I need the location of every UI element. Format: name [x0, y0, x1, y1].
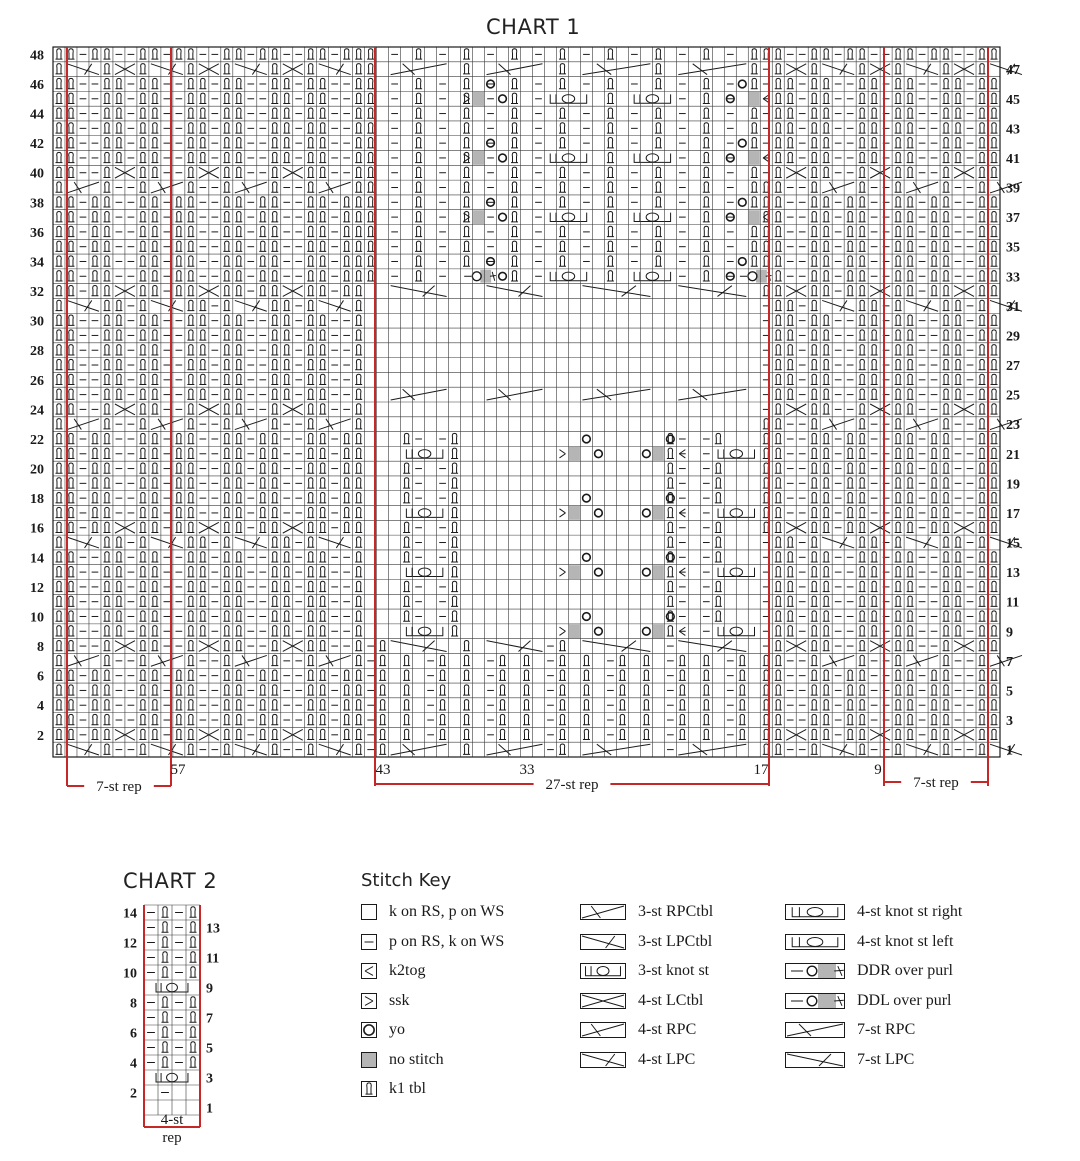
row-number-left: 18 [30, 492, 44, 508]
key-item-label: k on RS, p on WS [389, 903, 505, 920]
ddl-over-purl-icon [785, 993, 845, 1009]
key-item-label: ssk [389, 991, 410, 1009]
key-item-label: 4-st RPC [638, 1021, 697, 1038]
key-item-4-st-knot-right [785, 902, 962, 922]
chart2-row-number-left: 14 [123, 906, 137, 922]
key-item-yo [361, 1020, 405, 1040]
repeat-label-right: 7-st rep [913, 775, 959, 791]
row-number-right: 11 [1006, 595, 1020, 611]
key-item-label: yo [389, 1021, 405, 1038]
3-st-lpctbl-icon [580, 934, 626, 950]
row-number-right: 7 [1006, 654, 1013, 670]
chart2-row-number-right: 5 [206, 1041, 213, 1057]
chart2-repeat-label: 4-st [160, 1112, 184, 1128]
chart1-grid [53, 47, 1023, 786]
chart2-title: CHART 2 [123, 869, 218, 893]
row-number-right: 15 [1006, 536, 1020, 552]
row-number-right: 41 [1006, 151, 1020, 167]
key-item-4-st-lpc [580, 1050, 695, 1070]
row-number-right: 23 [1006, 418, 1020, 434]
key-item-label: 4-st knot st right [857, 903, 963, 920]
row-number-right: 21 [1006, 447, 1020, 463]
row-number-left: 44 [30, 107, 44, 123]
key-item-7-st-lpc [785, 1050, 914, 1070]
row-number-right: 19 [1006, 477, 1020, 493]
key-item-4-st-lctbl [580, 991, 703, 1011]
key-item-label: 3-st knot st [638, 962, 710, 979]
row-number-left: 2 [37, 728, 44, 744]
repeat-label-middle: 27-st rep [545, 777, 599, 793]
key-item-label: k2tog [389, 962, 426, 979]
row-number-right: 27 [1006, 359, 1020, 375]
row-number-right: 35 [1006, 240, 1020, 256]
key-item-label: k1 tbl [389, 1080, 426, 1097]
row-number-left: 6 [37, 669, 44, 685]
chart2-labels [123, 907, 220, 1147]
chart2-row-number-left: 6 [130, 1026, 137, 1042]
row-number-left: 10 [30, 610, 44, 626]
row-number-right: 45 [1006, 92, 1020, 108]
key-item-k1tbl [361, 1079, 426, 1099]
row-number-left: 48 [30, 48, 44, 64]
row-number-left: 26 [30, 373, 44, 389]
key-item-label: DDL over purl [857, 991, 952, 1009]
dash-icon [361, 934, 377, 950]
key-item-label: 3-st LPCtbl [638, 932, 713, 950]
key-item-label: no stitch [389, 1050, 444, 1068]
chart2-row-number-left: 2 [130, 1086, 137, 1102]
k2tog-icon [361, 963, 377, 979]
key-item-ssk [361, 991, 409, 1011]
key-item-empty-square [361, 902, 504, 922]
key-item-label: DDR over purl [857, 962, 953, 979]
empty-square-icon [361, 904, 377, 920]
row-number-left: 24 [30, 403, 44, 419]
row-number-left: 12 [30, 580, 44, 596]
chart2-grid [144, 905, 200, 1127]
row-number-right: 17 [1006, 506, 1020, 522]
3-st-rpctbl-icon [580, 904, 626, 920]
key-item-4-st-rpc [580, 1020, 696, 1040]
key-item-label: 4-st knot st left [857, 932, 954, 950]
chart2-row-number-left: 12 [123, 936, 137, 952]
stitch-number: 43 [375, 762, 391, 778]
row-number-right: 3 [1006, 714, 1013, 730]
row-number-left: 40 [30, 166, 44, 182]
ddr-over-purl-icon [785, 963, 845, 979]
stitch-number: 33 [519, 762, 535, 778]
chart2-row-number-left: 4 [130, 1056, 137, 1072]
stitch-number: 57 [170, 762, 186, 778]
key-item-3-st-knot [580, 961, 709, 981]
4-st-knot-right-icon [785, 904, 845, 920]
chart2-row-number-right: 1 [206, 1101, 213, 1117]
key-item-label: 4-st LCtbl [638, 991, 704, 1009]
yo-icon [361, 1022, 377, 1038]
row-number-left: 42 [30, 137, 44, 153]
7-st-rpc-icon [785, 1022, 845, 1038]
3-st-knot-icon [580, 963, 626, 979]
chart1-title: CHART 1 [486, 15, 581, 39]
key-item-k2tog [361, 961, 425, 981]
chart2-repeat-label-2: rep [162, 1130, 182, 1146]
key-item-ddr-over-purl [785, 961, 953, 981]
row-number-right: 47 [1006, 63, 1020, 79]
chart2-row-number-right: 7 [206, 1011, 213, 1027]
key-item-label: 7-st RPC [857, 1021, 916, 1038]
4-st-rpc-icon [580, 1022, 626, 1038]
row-number-right: 31 [1006, 299, 1020, 315]
row-number-right: 29 [1006, 329, 1020, 345]
row-number-left: 32 [30, 285, 44, 301]
row-number-left: 34 [30, 255, 44, 271]
stitch-number: 9 [874, 762, 882, 778]
row-number-left: 36 [30, 225, 44, 241]
7-st-lpc-icon [785, 1052, 845, 1068]
row-number-right: 9 [1006, 625, 1013, 641]
chart2-row-number-right: 11 [206, 951, 220, 967]
key-item-label: 4-st LPC [638, 1050, 696, 1068]
4-st-knot-left-icon [785, 934, 845, 950]
key-item-7-st-rpc [785, 1020, 915, 1040]
ssk-icon [361, 993, 377, 1009]
key-item-label: 7-st LPC [857, 1050, 915, 1068]
4-st-lctbl-icon [580, 993, 626, 1009]
row-number-left: 28 [30, 344, 44, 360]
chart2-row-number-right: 13 [206, 921, 220, 937]
row-number-right: 43 [1006, 122, 1020, 138]
row-number-left: 4 [37, 699, 44, 715]
chart2-row-number-left: 10 [123, 966, 137, 982]
key-item-dash [361, 932, 504, 952]
key-item-3-st-lpctbl [580, 932, 712, 952]
no-stitch-icon [361, 1052, 377, 1068]
repeat-label-left: 7-st rep [96, 779, 142, 795]
row-number-right: 25 [1006, 388, 1020, 404]
row-number-right: 39 [1006, 181, 1020, 197]
row-number-left: 22 [30, 432, 44, 448]
row-number-left: 8 [37, 640, 44, 656]
row-number-left: 30 [30, 314, 44, 330]
row-number-left: 16 [30, 521, 44, 537]
key-item-no-stitch [361, 1050, 444, 1070]
chart2-row-number-left: 8 [130, 996, 137, 1012]
chart2-row-number-right: 3 [206, 1071, 213, 1087]
key-item-ddl-over-purl [785, 991, 952, 1011]
4-st-lpc-icon [580, 1052, 626, 1068]
row-number-left: 46 [30, 77, 44, 93]
key-item-label: 3-st RPCtbl [638, 903, 714, 920]
row-number-right: 1 [1006, 743, 1013, 759]
key-item-3-st-rpctbl [580, 902, 713, 922]
key-item-4-st-knot-left [785, 932, 953, 952]
stitch-number: 17 [753, 762, 769, 778]
row-number-right: 13 [1006, 566, 1020, 582]
row-number-left: 14 [30, 551, 44, 567]
row-number-right: 37 [1006, 211, 1020, 227]
row-number-right: 33 [1006, 270, 1020, 286]
row-number-left: 38 [30, 196, 44, 212]
chart2-row-number-right: 9 [206, 981, 213, 997]
row-number-right: 5 [1006, 684, 1013, 700]
row-number-left: 20 [30, 462, 44, 478]
key-item-label: p on RS, k on WS [389, 932, 505, 950]
stitch-key-title: Stitch Key [361, 870, 452, 891]
k1tbl-icon [361, 1081, 377, 1097]
